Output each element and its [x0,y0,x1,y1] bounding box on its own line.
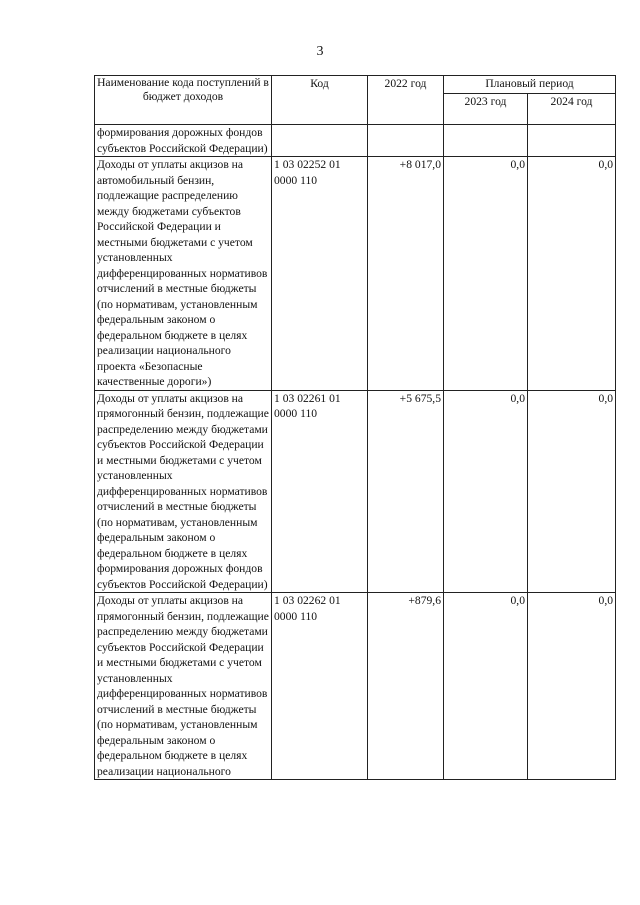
table-row [95,157,616,391]
revenue-code-cell: 1 03 02252 01 0000 110 [272,157,368,391]
revenue-name-cell: формирования дорожных фондов субъектов Российской Федерации) [95,125,272,157]
table-row [95,593,616,780]
value-2022-cell: +8 017,0 [368,157,444,391]
value-2022-cell [368,125,444,157]
value-2024-cell: 0,0 [528,390,616,593]
value-2024-cell [528,125,616,157]
table-row [95,390,616,593]
header-planned-period: Плановый период [444,76,616,94]
revenue-name-cell: Доходы от уплаты акцизов на автомобильный бензин, подлежащие распределению между бюджетами субъектов Российской Федерации и местными бюджетами с учетом установленных дифференцированных нормативов отчислений в местные бюджеты (по нормативам, установленным федеральным законом о федеральном бюджете в целях реализации национального проекта «Безопасные качественные дороги») [95,157,272,391]
revenue-name-cell: Доходы от уплаты акцизов на прямогонный бензин, подлежащие распределению между бюджетами субъектов Российской Федерации и местными бюджетами с учетом установленных дифференцированных нормативов отчислений в местные бюджеты (по нормативам, установленным федеральным законом о федеральном бюджете в целях формирования дорожных фондов субъектов Российской Федерации) [95,390,272,593]
table-row [95,125,616,157]
value-2023-cell [444,125,528,157]
revenue-code-cell [272,125,368,157]
header-year-2023: 2023 год [444,94,528,125]
budget-revenue-table [94,75,616,780]
revenue-code-cell: 1 03 02261 01 0000 110 [272,390,368,593]
page-number: 3 [316,44,324,59]
value-2022-cell: +879,6 [368,593,444,780]
table-header-row [95,76,616,94]
value-2023-cell: 0,0 [444,390,528,593]
value-2023-cell: 0,0 [444,157,528,391]
header-revenue-name: Наименование кода поступлений в бюджет доходов [95,76,272,125]
revenue-name-cell: Доходы от уплаты акцизов на прямогонный бензин, подлежащие распределению между бюджетами субъектов Российской Федерации и местными бюджетами с учетом установленных дифференцированных нормативов отчислений в местные бюджеты (по нормативам, установленным федеральным законом о федеральном бюджете в целях реализации национального [95,593,272,780]
header-code: Код [272,76,368,125]
value-2022-cell: +5 675,5 [368,390,444,593]
value-2024-cell: 0,0 [528,593,616,780]
header-year-2024: 2024 год [528,94,616,125]
revenue-code-cell: 1 03 02262 01 0000 110 [272,593,368,780]
header-year-2022: 2022 год [368,76,444,125]
value-2023-cell: 0,0 [444,593,528,780]
value-2024-cell: 0,0 [528,157,616,391]
